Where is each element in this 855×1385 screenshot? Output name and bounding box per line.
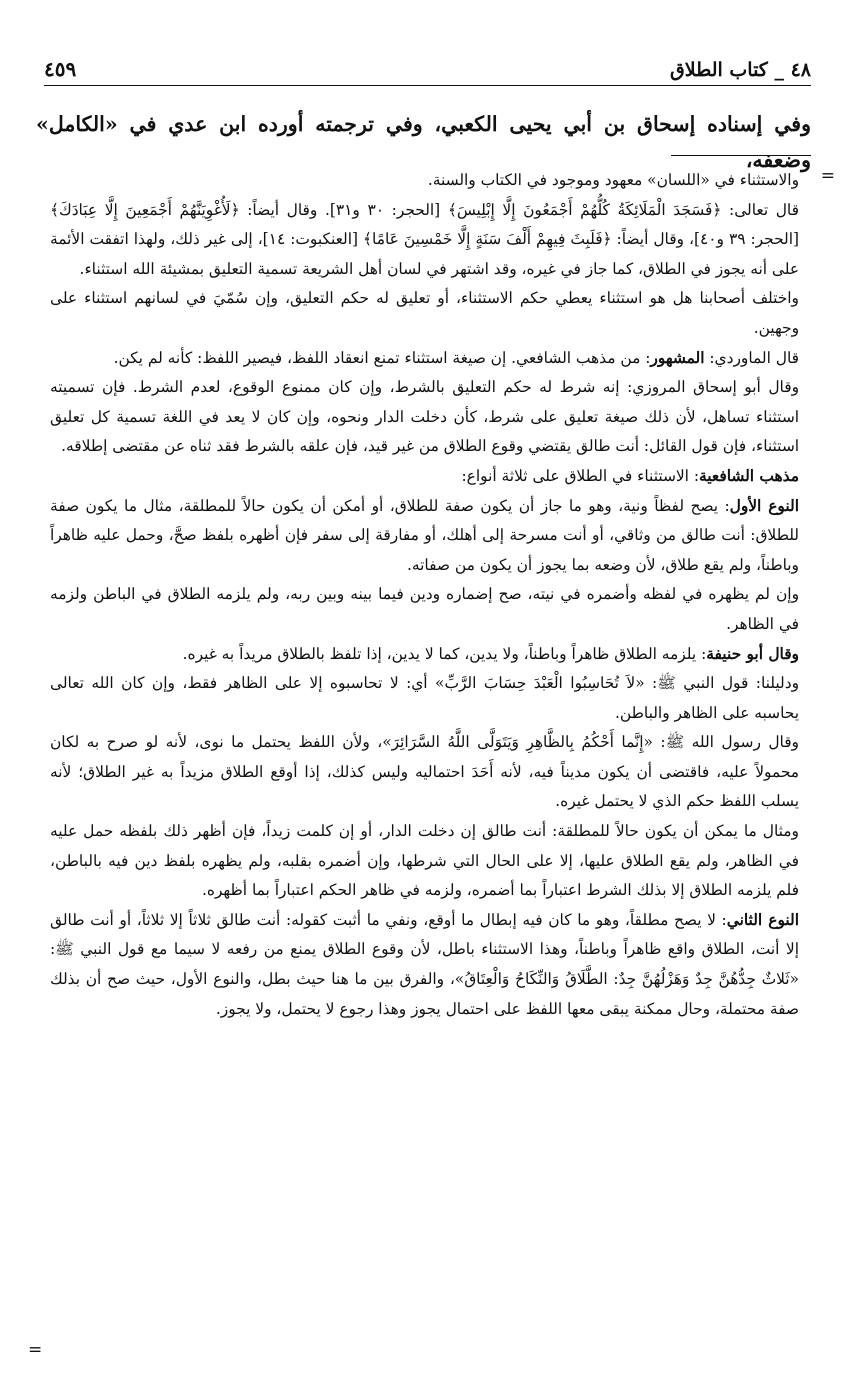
page-header [44, 50, 811, 86]
footnote-text: ومثال ما يمكن أن يكون حالاً للمطلقة: أنت طالق إن دخلت الدار، أو إن كلمت زيداً، فإن أظهر ذلك بلفظه حمل عليه في الظاهر، ولم يقع الطلاق عليها، إلا على الحال التي شرطها، وإن أضمره بقلبه، ولم يظهره بلفظ دين فيه بالباطن، فلم يلزمه الطلاق إلا بذلك الشرط اعتباراً بما أضمره، ولزمه في ظاهر الحكم اعتباراً بما أظهره. [50, 822, 799, 900]
page-number: ٤٥٩ [44, 57, 77, 81]
footnote-continuation-mark-end: = [28, 1340, 43, 1360]
footnote-paragraph [50, 166, 799, 196]
footnote-text: : من مذهب الشافعي. إن صيغة استثناء تمنع انعقاد اللفظ، فيصير اللفظ: كأنه لم يكن. [113, 348, 651, 367]
footnote-text: وقال رسول الله ﷺ: «إِنَّما أَحْكُمُ بِالظَّاهِرِ وَيَتَوَلَّى اللَّهُ السَّرَائِرَ»، ولأن اللفظ يحتمل ما نوى، لأنه لو صرح به لكان محمولاً عليه، فاقتضى أن يكون مديناً فيه، لأنه أَحَدَ احتماليه وليس كذلك، إذا أوقع الطلاق مزيداً به غير الطلاق؛ لأنه يسلب اللفظ حكم الذي لا يحتمل غيره. [50, 733, 799, 811]
footnote-continuation-mark-start: = [820, 166, 835, 186]
bold-term: النوع الأول [729, 496, 799, 515]
footnote-paragraph [50, 344, 799, 374]
footnote-text: قال تعالى: ﴿فَسَجَدَ الْمَلَائِكَةُ كُلُّهُمْ أَجْمَعُونَ إِلَّا إِبْلِيسَ﴾ [الحجر: ٣٠ و٣١]. وقال أيضاً: ﴿لَأُغْوِيَنَّهُمْ أَجْمَعِينَ إِلَّا عِبَادَكَ﴾ [الحجر: ٣٩ و٤٠]، وقال أيضاً: ﴿فَلَبِثَ فِيهِمْ أَلْفَ سَنَةٍ إِلَّا خَمْسِينَ عَامًا﴾ [العنكبوت: ١٤]، إلى غير ذلك، ولهذا اتفقت الأئمة على أنه يجوز في الطلاق، كما جاز في غيره، وقد اشتهر في لسان أهل الشريعة تسمية التعليق بمشيئة الله استثناء. [50, 200, 799, 278]
running-head: ٤٨ _ كتاب الطلاق [670, 59, 811, 81]
footnote-text: والاستثناء في «اللسان» معهود وموجود في الكتاب والسنة. [427, 171, 799, 189]
footnote-paragraph [50, 817, 799, 906]
footnote-text: : يصح لفظاً ونية، وهو ما جاز أن يكون صفة للطلاق، أو أمكن أن يكون حالاً للمطلقة، مثال ما يكون صفة للطلاق: أنت طالق من وثاقي، أو أنت مسرحة إلى أهلك، أو مفارقة إلى سفر فإن أظهره بلفظ صحَّ، وحمل عليه ظاهراً وباطناً، ولم يقع طلاق، لأن وضعه بما يجوز أن يكون من صفاته. [50, 496, 799, 574]
footnote-separator [671, 155, 811, 156]
bold-term: المشهور [650, 348, 705, 367]
footnote-paragraph [50, 196, 799, 285]
footnote-text: واختلف أصحابنا هل هو استثناء يعطي حكم الاستثناء، أو تعليق له حكم التعليق، وإن سُمّيَ في لسانهم استثناء على وجهين. [50, 289, 799, 337]
bold-term: وقال أبو حنيفة [706, 644, 799, 663]
footnotes [50, 166, 799, 1024]
bold-term: النوع الثاني [726, 910, 800, 929]
footnote-text: وإن لم يظهره في لفظه وأضمره في نيته، صح إضماره ودين فيما بينه وبين ربه، ولم يلزمه الطلاق في الباطن ولزمه في الظاهر. [50, 585, 799, 633]
footnote-text: : لا يصح مطلقاً، وهو ما كان فيه إبطال ما أوقع، ونفي ما أثبت كقوله: أنت طالق ثلاثاً إلا ثلاثاً، أو أنت طالق إلا أنت، الطلاق واقع ظاهراً وباطناً، وهذا الاستثناء باطل، لأن وقوع الطلاق يمنع من رفعه لا سيما مع قول النبي ﷺ: «ثَلاثٌ جِدُّهُنَّ جِدٌ وَهَزْلُهُنَّ جِدٌ: الطَّلَاقُ وَالنِّكَاحُ وَالْعِتَاقُ»، والفرق بين ما هنا حيث بطل، والنوع الأول، حيث صح أن بذلك صفة محتملة، وحال ممكنة يبقى معها اللفظ على احتمال يجوز وهذا رجوع لا يحتمل، ولا يجوز. [50, 910, 799, 1018]
footnote-paragraph [50, 462, 799, 492]
footnote-text: وقال أبو إسحاق المروزي: إنه شرط له حكم التعليق بالشرط، وإن كان ممنوع الوقوع، لعدم الشرط. فإن تسميته استثناء تساهل، لأن ذلك صيغة تعليق على شرط، كأن دخلت الدار ونحوه، وإن كان لا يعد في اللغة تسمية كل تعليق استثناء، فإن قول القائل: أنت طالق يقتضي وقوع الطلاق من غير قيد، فإن علقه بالشرط فقد ثناه عن مقتضى إطلاقه. [50, 378, 799, 456]
footnote-paragraph [50, 640, 799, 670]
main-text: وفي إسناده إسحاق بن أبي يحيى الكعبي، وفي ترجمته أورده ابن عدي في «الكامل» وضعفه، [36, 112, 811, 172]
footnote-text: قال الماوردي: [704, 348, 799, 367]
footnote-text: : يلزمه الطلاق ظاهراً وباطناً، ولا يدين، كما لا يدين، إذا تلفظ بالطلاق مريداً به غيره. [182, 644, 707, 663]
footnote-paragraph [50, 580, 799, 639]
footnote-paragraph [50, 373, 799, 462]
bold-term: مذهب الشافعية [699, 466, 799, 485]
footnote-paragraph [50, 728, 799, 817]
footnote-text: ودليلنا: قول النبي ﷺ: «لاَ تُحَاسِبُوا الْعَبْدَ حِسَابَ الرَّبِّ» أي: لا تحاسبوه إلا على الظاهر فقط، وإن كان الله تعالى يحاسبه على الظاهر والباطن. [50, 674, 799, 722]
footnote-text: : الاستثناء في الطلاق على ثلاثة أنواع: [461, 466, 700, 485]
footnote-paragraph [50, 669, 799, 728]
footnote-paragraph [50, 906, 799, 1024]
footnote-paragraph [50, 492, 799, 581]
footnote-paragraph [50, 284, 799, 343]
